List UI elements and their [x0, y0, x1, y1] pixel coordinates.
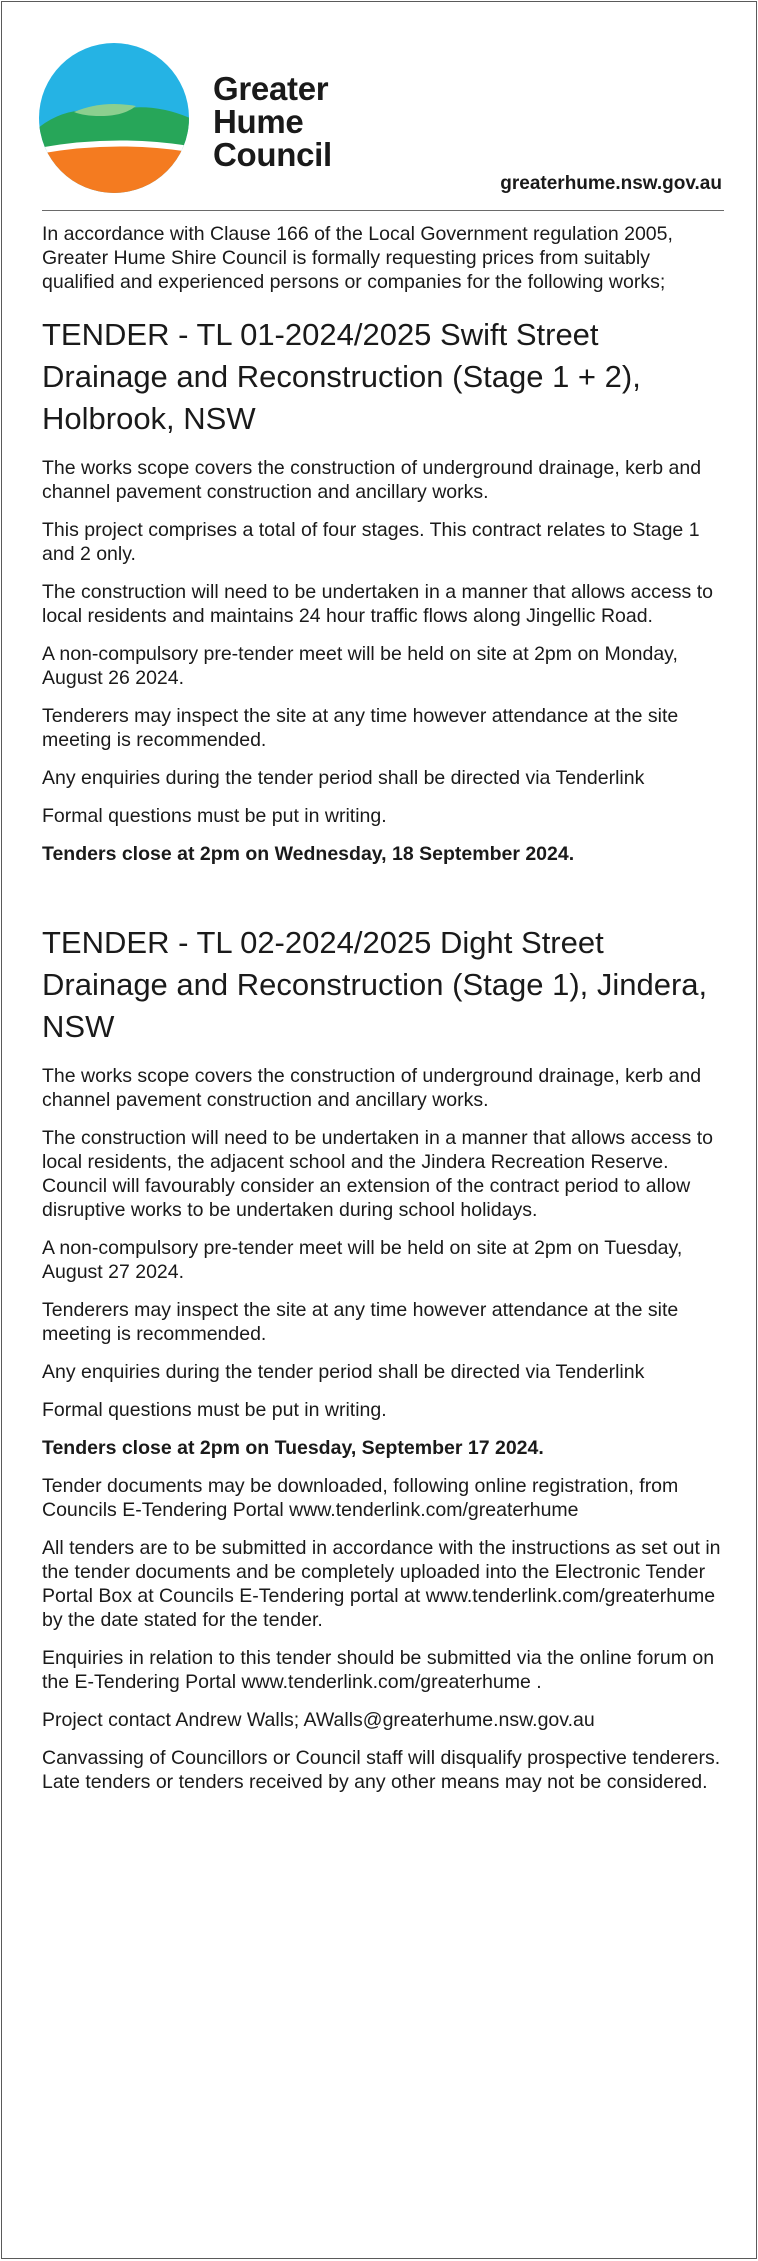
- footer-paragraph: All tenders are to be submitted in accordance with the instructions as set out in the tender documents and be completely uploaded into the Electronic Tender Portal Box at Councils E-Tendering portal at www.tenderlink.com/greaterhume by the date stated for the tender.: [42, 1537, 721, 1631]
- intro-paragraph: In accordance with Clause 166 of the Local Government regulation 2005, Greater Hume Shire Council is formally requesting prices from suitably qualified and experienced persons or companies for the following works;: [42, 223, 673, 293]
- footer-paragraph: Tender documents may be downloaded, following online registration, from Councils E-Tendering Portal www.tenderlink.com/greaterhume: [42, 1475, 679, 1521]
- notice-body: [42, 222, 724, 1808]
- header-divider: [42, 210, 724, 211]
- tender-1-paragraph: Any enquiries during the tender period shall be directed via Tenderlink: [42, 767, 645, 789]
- tender-1-paragraph: Tenderers may inspect the site at any time however attendance at the site meeting is recommended.: [42, 705, 679, 751]
- section-spacer: [42, 880, 724, 922]
- council-name: [213, 72, 332, 171]
- tender-1-paragraph: The construction will need to be undertaken in a manner that allows access to local residents and maintains 24 hour traffic flows along Jingellic Road.: [42, 581, 713, 627]
- tender-2-paragraph: Any enquiries during the tender period shall be directed via Tenderlink: [42, 1361, 645, 1383]
- tender-2-paragraph: A non-compulsory pre-tender meet will be held on site at 2pm on Tuesday, August 27 2024.: [42, 1237, 683, 1283]
- tender-1-closing: Tenders close at 2pm on Wednesday, 18 September 2024.: [42, 843, 575, 865]
- logo-ground: [38, 145, 190, 194]
- tender-2-paragraph: The works scope covers the construction of underground drainage, kerb and channel pavement construction and ancillary works.: [42, 1065, 702, 1111]
- tender-1-paragraph: This project comprises a total of four stages. This contract relates to Stage 1 and 2 only.: [42, 519, 700, 565]
- tender-1-paragraph: The works scope covers the construction of underground drainage, kerb and channel pavement construction and ancillary works.: [42, 457, 702, 503]
- tender-2-paragraph: Tenderers may inspect the site at any time however attendance at the site meeting is recommended.: [42, 1299, 679, 1345]
- notice-header: [2, 2, 756, 198]
- footer-paragraph: Canvassing of Councillors or Council staff will disqualify prospective tenderers. Late tenders or tenders received by any other means may not be considered.: [42, 1747, 721, 1793]
- tender-2-title: TENDER - TL 02-2024/2025 Dight Street Drainage and Reconstruction (Stage 1), Jindera, NSW: [42, 925, 708, 1044]
- project-contact: Project contact Andrew Walls; AWalls@greaterhume.nsw.gov.au: [42, 1709, 595, 1731]
- council-name-line-2: Hume: [213, 103, 304, 140]
- website-url: greaterhume.nsw.gov.au: [500, 173, 722, 194]
- tender-2-closing: Tenders close at 2pm on Tuesday, September 17 2024.: [42, 1437, 544, 1459]
- tender-2-paragraph: Formal questions must be put in writing.: [42, 1399, 387, 1421]
- tender-notice-page: [1, 1, 757, 2259]
- council-logo-icon: [38, 42, 190, 194]
- council-name-line-3: Council: [213, 136, 332, 173]
- council-name-line-1: Greater: [213, 70, 329, 107]
- tender-1-paragraph: A non-compulsory pre-tender meet will be held on site at 2pm on Monday, August 26 2024.: [42, 643, 678, 689]
- tender-1-paragraph: Formal questions must be put in writing.: [42, 805, 387, 827]
- tender-2-paragraph: The construction will need to be undertaken in a manner that allows access to local residents, the adjacent school and the Jindera Recreation Reserve. Council will favourably consider an extension of the contract period to allow disruptive works to be undertaken during school holidays.: [42, 1127, 713, 1221]
- tender-1-title: TENDER - TL 01-2024/2025 Swift Street Drainage and Reconstruction (Stage 1 + 2), Holbrook, NSW: [42, 317, 641, 436]
- footer-paragraph: Enquiries in relation to this tender should be submitted via the online forum on the E-Tendering Portal www.tenderlink.com/greaterhume .: [42, 1647, 715, 1693]
